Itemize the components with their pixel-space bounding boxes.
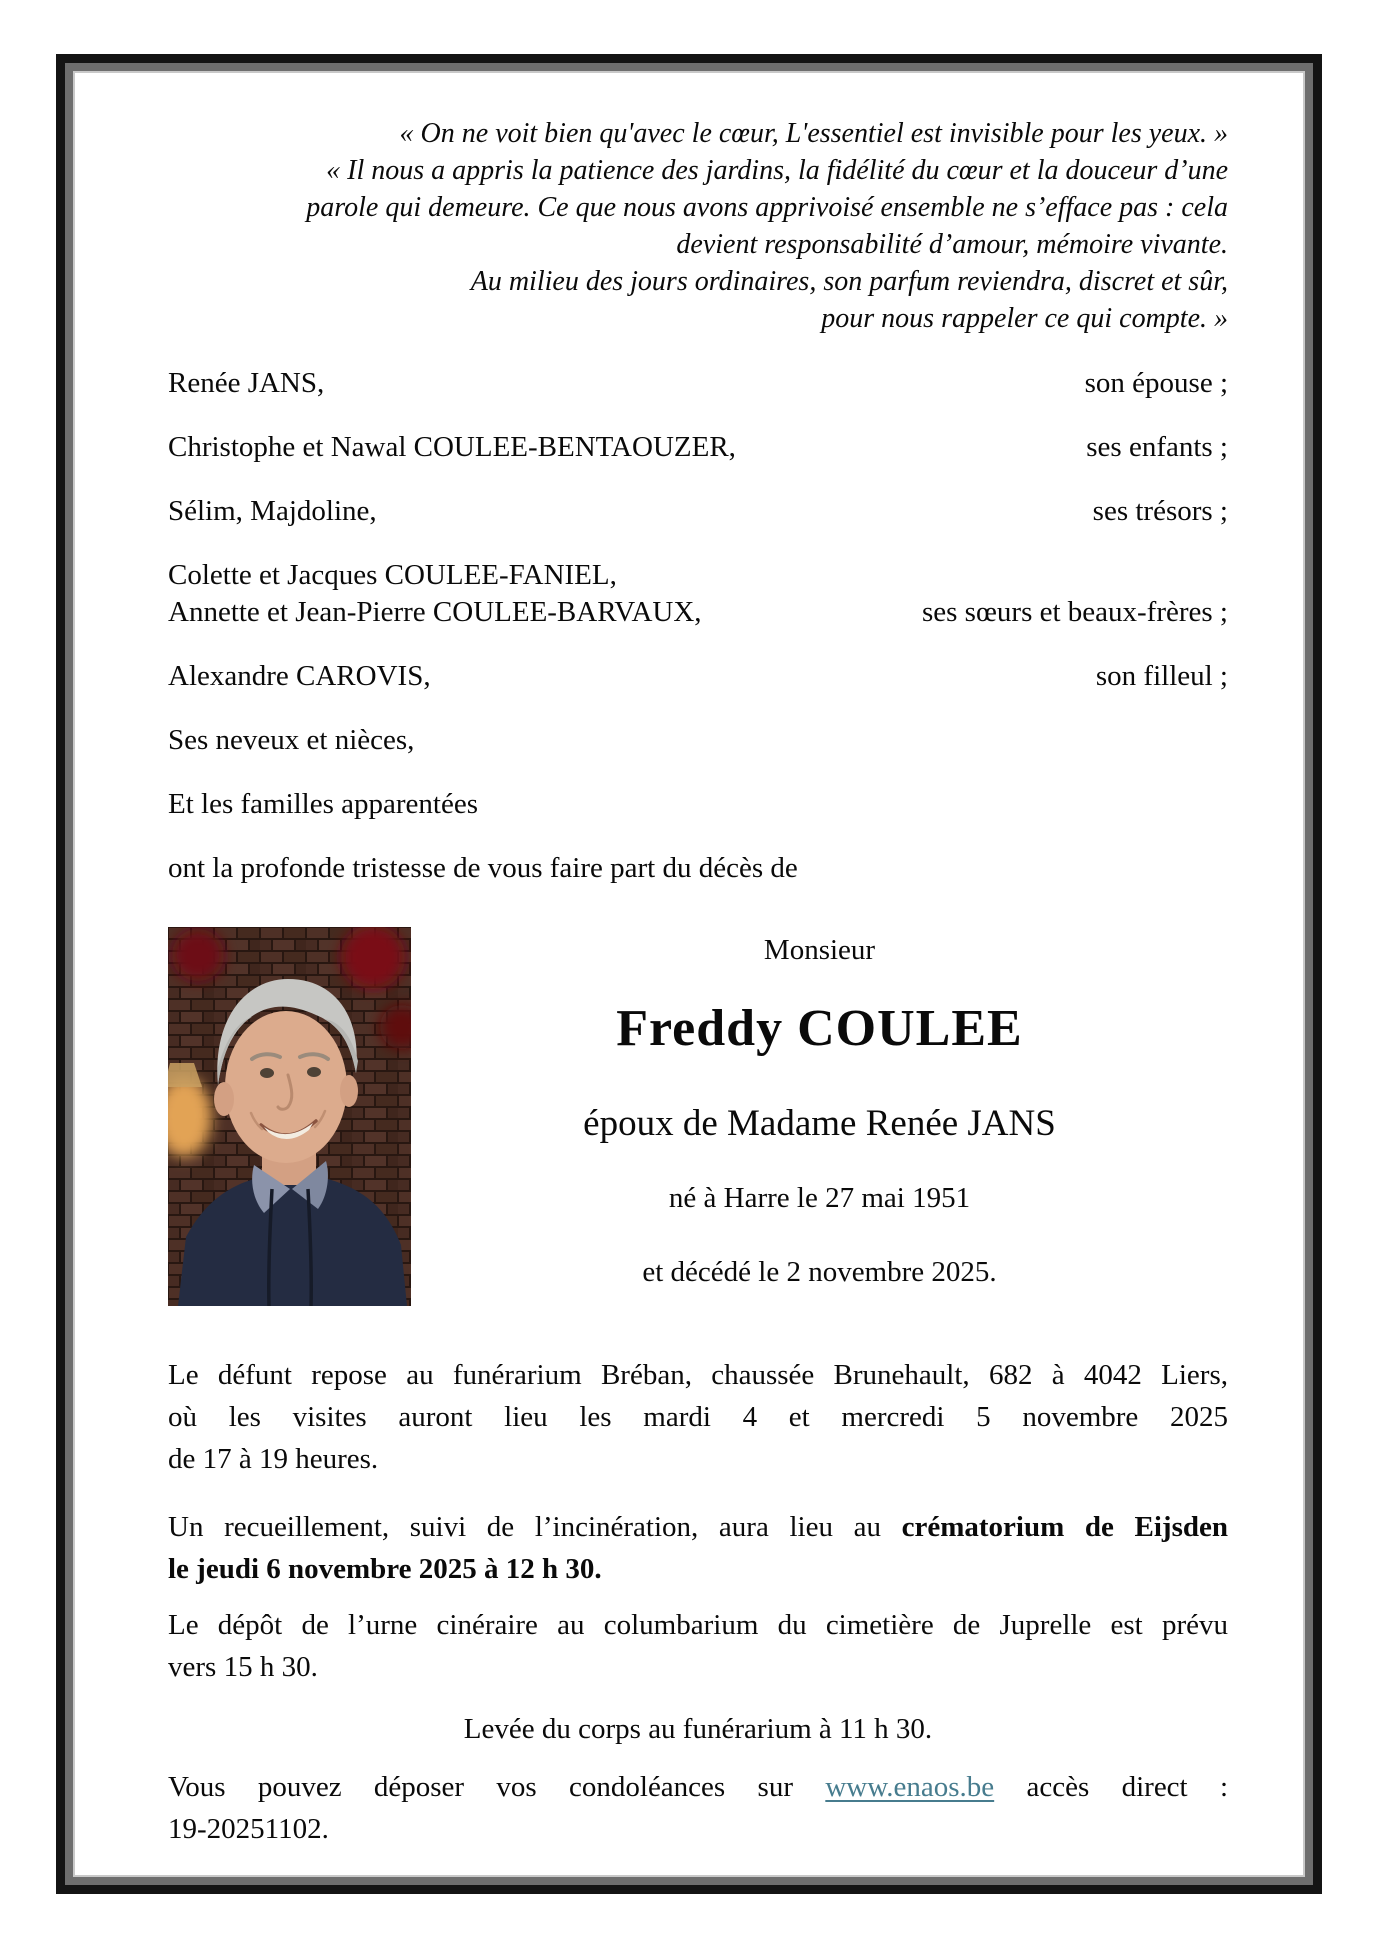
deceased-section bbox=[168, 927, 1228, 1306]
family-row bbox=[168, 429, 1228, 466]
paragraph-condolences bbox=[168, 1766, 1228, 1850]
cremation-place: crématorium de Eijsden bbox=[901, 1511, 1228, 1543]
spouse-line: époux de Madame Renée JANS bbox=[583, 1103, 1056, 1144]
deceased-identity bbox=[411, 927, 1228, 1306]
cremation-datetime: le jeudi 6 novembre 2025 à 12 h 30. bbox=[168, 1553, 602, 1585]
family-names bbox=[168, 493, 377, 530]
announcement-line: ont la profonde tristesse de vous faire part du décès de bbox=[168, 852, 798, 884]
quote-line: parole qui demeure. Ce que nous avons apprivoisé ensemble ne s’efface pas : cela bbox=[306, 192, 1228, 223]
condolences-access: accès direct : bbox=[1026, 1771, 1228, 1803]
family-relation: son filleul ; bbox=[1095, 660, 1228, 692]
family-name-line: Ses neveux et nièces, bbox=[168, 724, 415, 756]
enaos-link[interactable]: www.enaos.be bbox=[825, 1771, 995, 1803]
quote-line: devient responsabilité d’amour, mémoire vivante. bbox=[676, 229, 1228, 260]
cremation-line bbox=[168, 1548, 1228, 1590]
repose-line: Le défunt repose au funérarium Bréban, chaussée Brunehault, 682 à 4042 Liers, bbox=[168, 1359, 1228, 1391]
deceased-title: Monsieur bbox=[763, 934, 876, 966]
levee-line: Levée du corps au funérarium à 11 h 30. bbox=[463, 1713, 933, 1745]
condolences-line bbox=[168, 1766, 1228, 1808]
family-name-line: Renée JANS, bbox=[168, 367, 325, 399]
family-name-line: Colette et Jacques COULEE-FANIEL, bbox=[168, 559, 617, 591]
family-names bbox=[168, 786, 478, 823]
family-name-line: Alexandre CAROVIS, bbox=[168, 660, 431, 692]
family-row bbox=[168, 557, 1228, 631]
paragraph-cremation bbox=[168, 1506, 1228, 1590]
family-names bbox=[168, 557, 702, 631]
repose-line: de 17 à 19 heures. bbox=[168, 1443, 379, 1475]
family-relation: ses sœurs et beaux-frères ; bbox=[921, 596, 1228, 628]
urn-line: Le dépôt de l’urne cinéraire au columbarium du cimetière de Juprelle est prévu bbox=[168, 1609, 1228, 1641]
family-relation: ses enfants ; bbox=[1086, 431, 1228, 463]
outer-frame bbox=[56, 54, 1322, 1894]
funeral-details bbox=[168, 1354, 1228, 1850]
family-name-line: Et les familles apparentées bbox=[168, 788, 479, 820]
paragraph-repose bbox=[168, 1354, 1228, 1480]
portrait-photo bbox=[168, 927, 411, 1306]
inner-gray-frame bbox=[65, 63, 1313, 1885]
opening-quote bbox=[168, 115, 1228, 337]
family-names bbox=[168, 658, 431, 695]
paragraph-urn bbox=[168, 1604, 1228, 1688]
content-area bbox=[73, 71, 1305, 1877]
portrait-photo-illustration bbox=[168, 927, 411, 1306]
family-relation: ses trésors ; bbox=[1092, 495, 1228, 527]
family-relation: son épouse ; bbox=[1084, 367, 1228, 399]
quote-line: « On ne voit bien qu'avec le cœur, L'essentiel est invisible pour les yeux. » bbox=[399, 118, 1228, 149]
cremation-text: Un recueillement, suivi de l’incinération, aura lieu au bbox=[168, 1511, 881, 1543]
quote-line: pour nous rappeler ce qui compte. » bbox=[821, 303, 1228, 334]
family-row bbox=[168, 786, 1228, 823]
family-names bbox=[168, 429, 736, 466]
family-names bbox=[168, 365, 324, 402]
family-name-line: Christophe et Nawal COULEE-BENTAOUZER, bbox=[168, 431, 736, 463]
family-row bbox=[168, 365, 1228, 402]
death-line: et décédé le 2 novembre 2025. bbox=[642, 1256, 997, 1288]
family-row bbox=[168, 493, 1228, 530]
condolences-text: Vous pouvez déposer vos condoléances sur bbox=[168, 1771, 793, 1803]
quote-line: Au milieu des jours ordinaires, son parfum reviendra, discret et sûr, bbox=[470, 266, 1228, 297]
condolences-ref: 19-20251102. bbox=[168, 1813, 329, 1845]
family-list bbox=[168, 365, 1228, 887]
cremation-line bbox=[168, 1506, 1228, 1548]
family-row bbox=[168, 722, 1228, 759]
deceased-name: Freddy COULEE bbox=[616, 1000, 1023, 1057]
family-names bbox=[168, 722, 414, 759]
urn-line: vers 15 h 30. bbox=[168, 1651, 318, 1683]
repose-line: où les visites auront lieu les mardi 4 et mercredi 5 novembre 2025 bbox=[168, 1401, 1228, 1433]
quote-line: « Il nous a appris la patience des jardins, la fidélité du cœur et la douceur d’une bbox=[326, 155, 1228, 186]
family-name-line: Sélim, Majdoline, bbox=[168, 495, 377, 527]
family-name-line: Annette et Jean-Pierre COULEE-BARVAUX, bbox=[168, 596, 702, 628]
family-row bbox=[168, 658, 1228, 695]
birth-line: né à Harre le 27 mai 1951 bbox=[668, 1182, 971, 1214]
